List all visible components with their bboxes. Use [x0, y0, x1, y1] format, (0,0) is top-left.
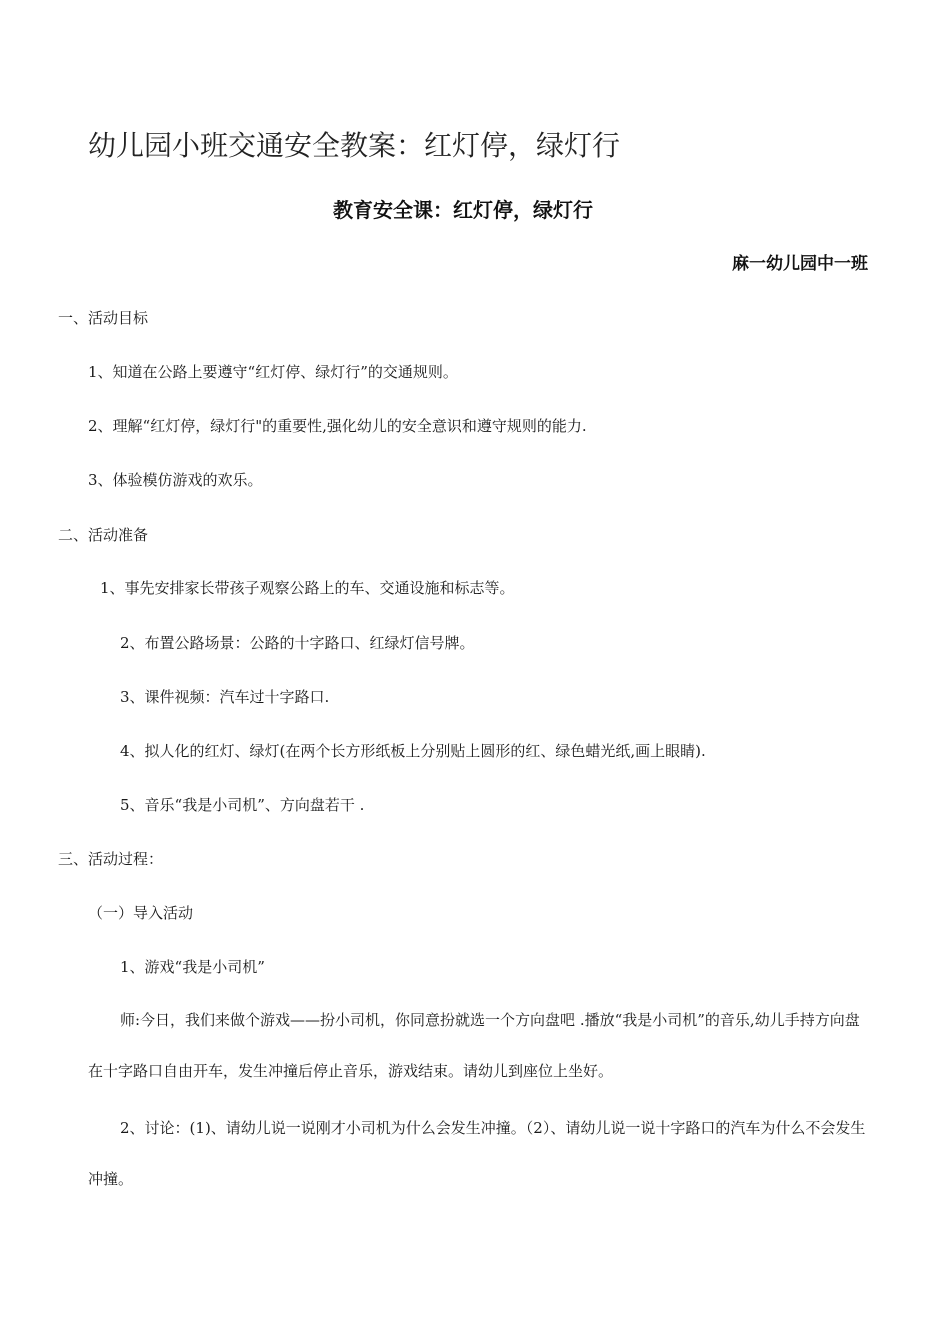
- goal-item-1: 1、知道在公路上要遵守“红灯停、绿灯行”的交通规则。: [88, 363, 458, 381]
- section-heading-goals: 一、活动目标: [58, 309, 149, 327]
- prep-item-5: 5、音乐“我是小司机”、方向盘若干 .: [120, 796, 365, 814]
- author-class: 麻一幼儿园中一班: [732, 254, 868, 274]
- document-title: 幼儿园小班交通安全教案：红灯停，绿灯行: [88, 129, 621, 162]
- lesson-subtitle: 教育安全课：红灯停，绿灯行: [333, 198, 593, 222]
- section-heading-preparation: 二、活动准备: [58, 526, 149, 544]
- section-heading-process: 三、活动过程：: [58, 850, 164, 868]
- process-subheading: （一）导入活动: [88, 904, 194, 922]
- goal-item-3: 3、体验模仿游戏的欢乐。: [88, 471, 263, 489]
- process-paragraph-1: 师:今日，我们来做个游戏——扮小司机，你同意扮就选一个方向盘吧 .播放“我是小司机”的音乐,幼儿手持方向盘在十字路口自由开车，发生冲撞后停止音乐，游戏结束。请幼儿到座位上坐好。: [88, 1011, 860, 1080]
- prep-item-2: 2、布置公路场景：公路的十字路口、红绿灯信号牌。: [120, 634, 475, 652]
- process-item-1: 1、游戏“我是小司机”: [120, 958, 265, 976]
- prep-item-3: 3、课件视频：汽车过十字路口.: [120, 688, 330, 706]
- process-paragraph-2: 2、讨论：(1)、请幼儿说一说刚才小司机为什么会发生冲撞。（2）、请幼儿说一说十字路口的汽车为什么不会发生冲撞。: [88, 1119, 866, 1188]
- goal-item-2: 2、理解“红灯停，绿灯行"的重要性,强化幼儿的安全意识和遵守规则的能力.: [88, 417, 587, 435]
- prep-item-1: 1、事先安排家长带孩子观察公路上的车、交通设施和标志等。: [100, 579, 515, 597]
- prep-item-4: 4、拟人化的红灯、绿灯(在两个长方形纸板上分别贴上圆形的红、绿色蜡光纸,画上眼睛).: [120, 742, 706, 760]
